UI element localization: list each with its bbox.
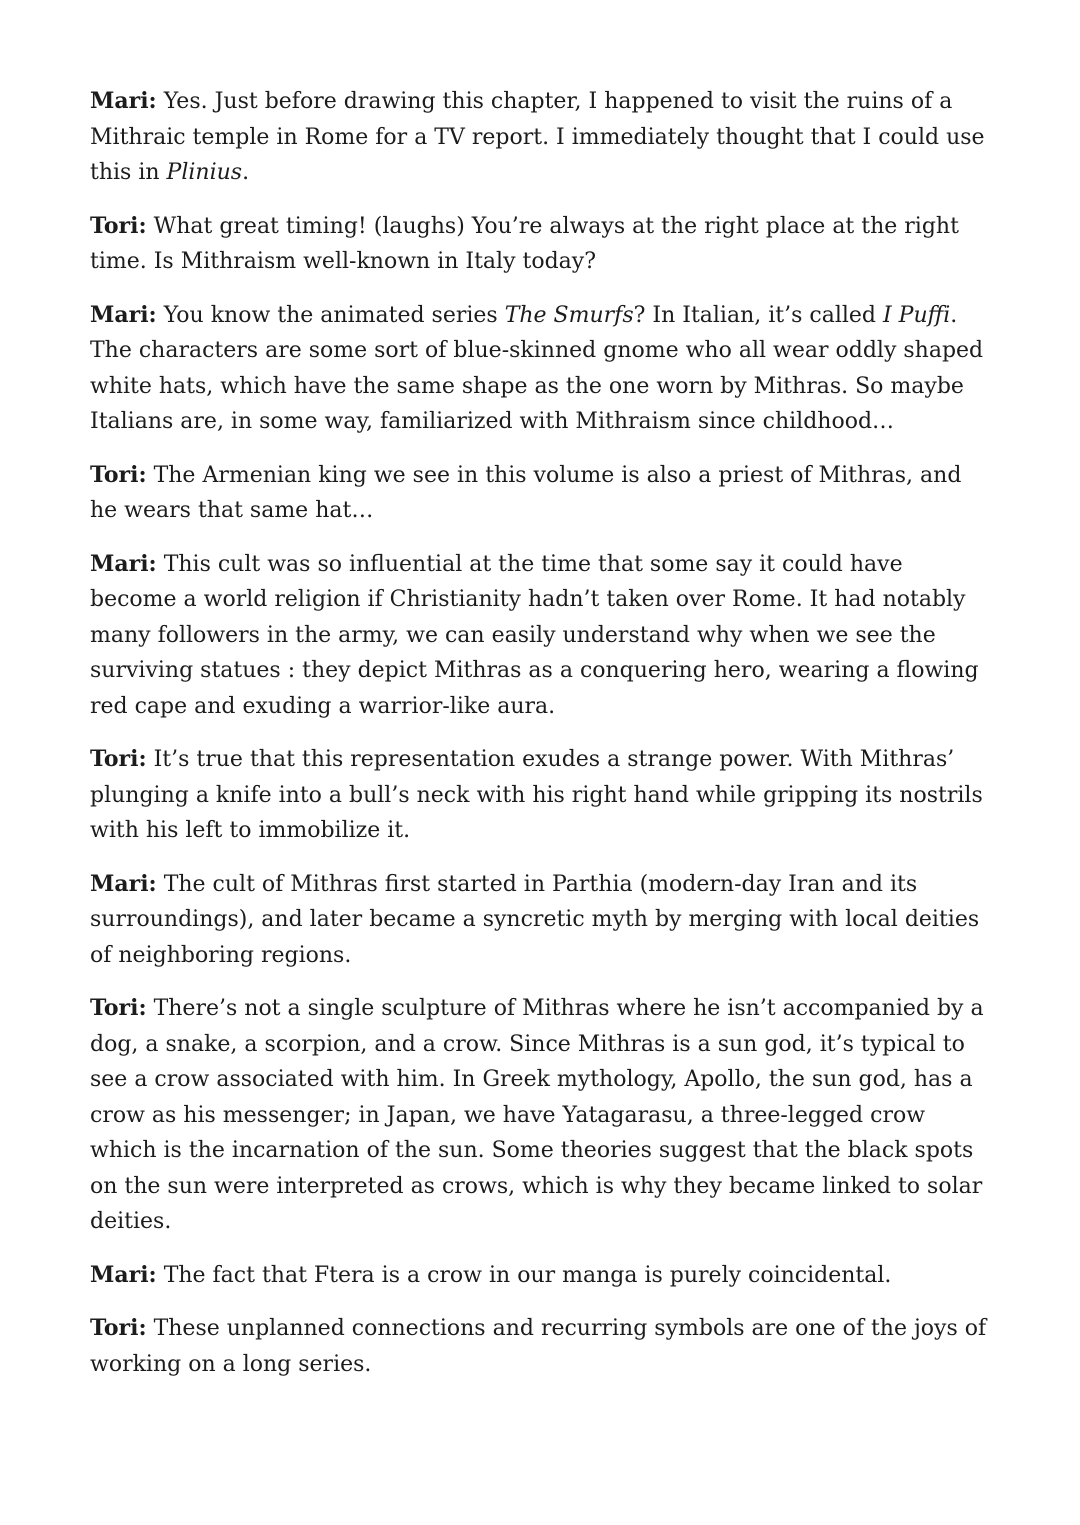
dialogue-text: The cult of Mithras first started in Parthia (modern-day Iran and its surroundings), and later became a syncretic myth by merging with local deities of neighboring regions. xyxy=(90,871,980,968)
dialogue-paragraph xyxy=(90,209,995,280)
dialogue-text: These unplanned connections and recurring symbols are one of the joys of working on a long series. xyxy=(90,1316,987,1377)
dialogue-text: There’s not a single sculpture of Mithras where he isn’t accompanied by a dog, a snake, a scorpion, and a crow. Since Mithras is a sun god, it’s typical to see a crow associated with him. In Greek mythology, Apollo, the sun god, has a crow as his messenger; in Japan, we have Yatagarasu, a three-legged crow which is the incarnation of the sun. Some theories suggest that the black spots on the sun were interpreted as crows, which is why they became linked to solar deities. xyxy=(90,996,984,1234)
interview-text xyxy=(90,84,995,1400)
speaker-name: Mari: xyxy=(90,870,157,897)
dialogue-paragraph xyxy=(90,742,995,849)
speaker-name: Mari: xyxy=(90,88,157,114)
title-italic: Plinius xyxy=(166,160,243,185)
speaker-name: Tori: xyxy=(90,461,147,488)
dialogue-paragraph xyxy=(90,458,995,529)
dialogue-paragraph xyxy=(90,298,995,440)
speaker-name: Tori: xyxy=(90,212,147,239)
dialogue-text: The fact that Ftera is a crow in our manga is purely coincidental. xyxy=(163,1262,892,1288)
dialogue-text: ? In Italian, it’s called xyxy=(633,302,883,328)
dialogue-paragraph xyxy=(90,1311,995,1382)
dialogue-text: It’s true that this representation exudes a strange power. With Mithras’ plunging a knife into a bull’s neck with his right hand while gripping its nostrils with his left to immobilize it. xyxy=(90,747,983,843)
dialogue-paragraph xyxy=(90,991,995,1240)
dialogue-text: . xyxy=(242,160,250,185)
title-italic: The Smurfs xyxy=(504,302,634,328)
dialogue-paragraph xyxy=(90,84,995,191)
dialogue-paragraph xyxy=(90,547,995,725)
speaker-name: Mari: xyxy=(90,301,157,328)
speaker-name: Tori: xyxy=(90,995,147,1021)
title-italic: I Puffi xyxy=(883,302,951,328)
speaker-name: Mari: xyxy=(90,1261,157,1288)
dialogue-text: Yes. Just before drawing this chapter, I happened to visit the ruins of a Mithraic temple in Rome for a TV report. I immediately thought that I could use this in xyxy=(90,89,985,185)
dialogue-text: This cult was so influential at the time that some say it could have become a world religion if Christianity hadn’t taken over Rome. It had notably many followers in the army, we can easily understand why when we see the surviving statues : they depict Mithras as a conquering hero, wearing a flowing red cape and exuding a warrior-like aura. xyxy=(90,551,979,719)
speaker-name: Tori: xyxy=(90,746,147,772)
dialogue-paragraph xyxy=(90,1258,995,1294)
speaker-name: Mari: xyxy=(90,550,157,577)
dialogue-paragraph xyxy=(90,867,995,974)
dialogue-text: The Armenian king we see in this volume is also a priest of Mithras, and he wears that same hat… xyxy=(90,462,962,523)
dialogue-text: What great timing! (laughs) You’re always at the right place at the right time. Is Mithraism well-known in Italy today? xyxy=(90,213,959,274)
speaker-name: Tori: xyxy=(90,1315,147,1341)
dialogue-text: You know the animated series xyxy=(163,302,505,328)
dialogue-text: . The characters are some sort of blue-skinned gnome who all wear oddly shaped white hats, which have the same shape as the one worn by Mithras. So maybe Italians are, in some way, familiarized with Mithraism since childhood… xyxy=(90,302,984,434)
